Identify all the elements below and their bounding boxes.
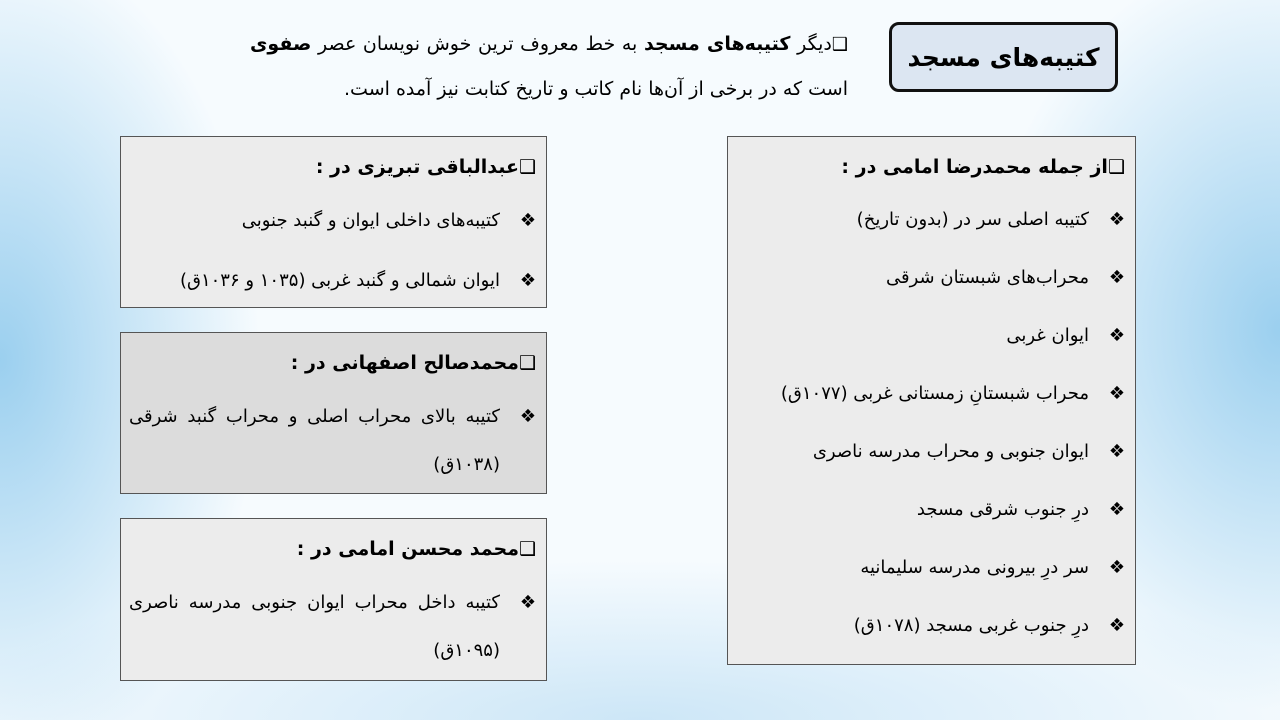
diamond-bullet-icon: ❖ <box>1108 557 1125 578</box>
list-item <box>736 481 1125 539</box>
list-item <box>736 307 1125 365</box>
list-item <box>129 393 536 489</box>
diamond-bullet-icon: ❖ <box>519 270 536 291</box>
list-item-text: کتیبه اصلی سر در (بدون تاریخ) <box>856 209 1089 230</box>
diamond-bullet-icon: ❖ <box>1108 325 1125 346</box>
intro-middle: به خط معروف ترین خوش نویسان عصر <box>318 33 638 55</box>
box-heading-text: از جمله محمدرضا امامی در : <box>841 156 1108 178</box>
diamond-bullet-icon: ❖ <box>1108 441 1125 462</box>
intro-prefix: دیگر <box>797 33 832 55</box>
list-item <box>129 251 536 311</box>
list-item-text: درِ جنوب شرقی مسجد <box>916 499 1089 520</box>
box-heading <box>736 143 1125 191</box>
box-heading-text: عبدالباقی تبریزی در : <box>315 156 519 178</box>
list-item <box>129 191 536 251</box>
diamond-bullet-icon: ❖ <box>1108 499 1125 520</box>
square-bullet-icon: ❑ <box>518 538 536 560</box>
list-item <box>736 539 1125 597</box>
square-bullet-icon: ❑ <box>1107 156 1125 178</box>
list-item-text: محراب‌های شبستان شرقی <box>886 267 1089 288</box>
list-item-text: کتیبه‌های داخلی ایوان و گنبد جنوبی <box>241 210 500 231</box>
list-item <box>736 365 1125 423</box>
diamond-bullet-icon: ❖ <box>1108 267 1125 288</box>
list-item-text: سر درِ بیرونی مدرسه سلیمانیه <box>860 557 1089 578</box>
box-heading <box>129 339 536 387</box>
square-bullet-icon: ❑ <box>518 352 536 374</box>
list-item <box>736 597 1125 655</box>
diamond-bullet-icon: ❖ <box>519 592 536 613</box>
list-item-text: محراب شبستانِ زمستانی غربی (۱۰۷۷ق) <box>780 383 1089 404</box>
box-mohammadsaleh-esfahani <box>120 332 547 494</box>
list-item-text: کتیبه داخل محراب ایوان جنوبی مدرسه ناصری (۱۰۹۵ق) <box>129 592 500 661</box>
intro-bold-inscriptions: کتیبه‌های مسجد <box>643 33 791 55</box>
list-item-text: ایوان جنوبی و محراب مدرسه ناصری <box>812 441 1089 462</box>
list-item-text: ایوان غربی <box>1006 325 1089 346</box>
diamond-bullet-icon: ❖ <box>1108 615 1125 636</box>
box-heading <box>129 525 536 573</box>
square-bullet-icon: ❑ <box>518 156 536 178</box>
box-heading-text: محمد محسن امامی در : <box>296 538 519 560</box>
list-item <box>129 579 536 675</box>
diamond-bullet-icon: ❖ <box>519 210 536 231</box>
diamond-bullet-icon: ❖ <box>1108 209 1125 230</box>
slide-title: کتیبه‌های مسجد <box>907 42 1100 72</box>
intro-bold-safavid: صفوی <box>250 33 312 55</box>
box-heading <box>129 143 536 191</box>
box-heading-text: محمدصالح اصفهانی در : <box>290 352 519 374</box>
intro-paragraph <box>250 22 848 111</box>
list-item-text: ایوان شمالی و گنبد غربی (۱۰۳۵ و ۱۰۳۶ق) <box>179 270 500 291</box>
intro-suffix: است که در برخی از آن‌ها نام کاتب و تاریخ کتابت نیز آمده است. <box>344 78 848 100</box>
list-item-text: درِ جنوب غربی مسجد (۱۰۷۸ق) <box>853 615 1089 636</box>
box-mohammadmohsen-emami <box>120 518 547 681</box>
box-abdolbaghi-tabrizi <box>120 136 547 308</box>
list-item <box>736 249 1125 307</box>
diamond-bullet-icon: ❖ <box>519 406 536 427</box>
list-item <box>736 423 1125 481</box>
square-bullet-icon: ❑ <box>831 34 848 55</box>
box-mohammadreza-emami <box>727 136 1136 665</box>
diamond-bullet-icon: ❖ <box>1108 383 1125 404</box>
slide-title-box <box>889 22 1118 92</box>
list-item <box>736 191 1125 249</box>
list-item-text: کتیبه بالای محراب اصلی و محراب گنبد شرقی (۱۰۳۸ق) <box>129 406 500 475</box>
